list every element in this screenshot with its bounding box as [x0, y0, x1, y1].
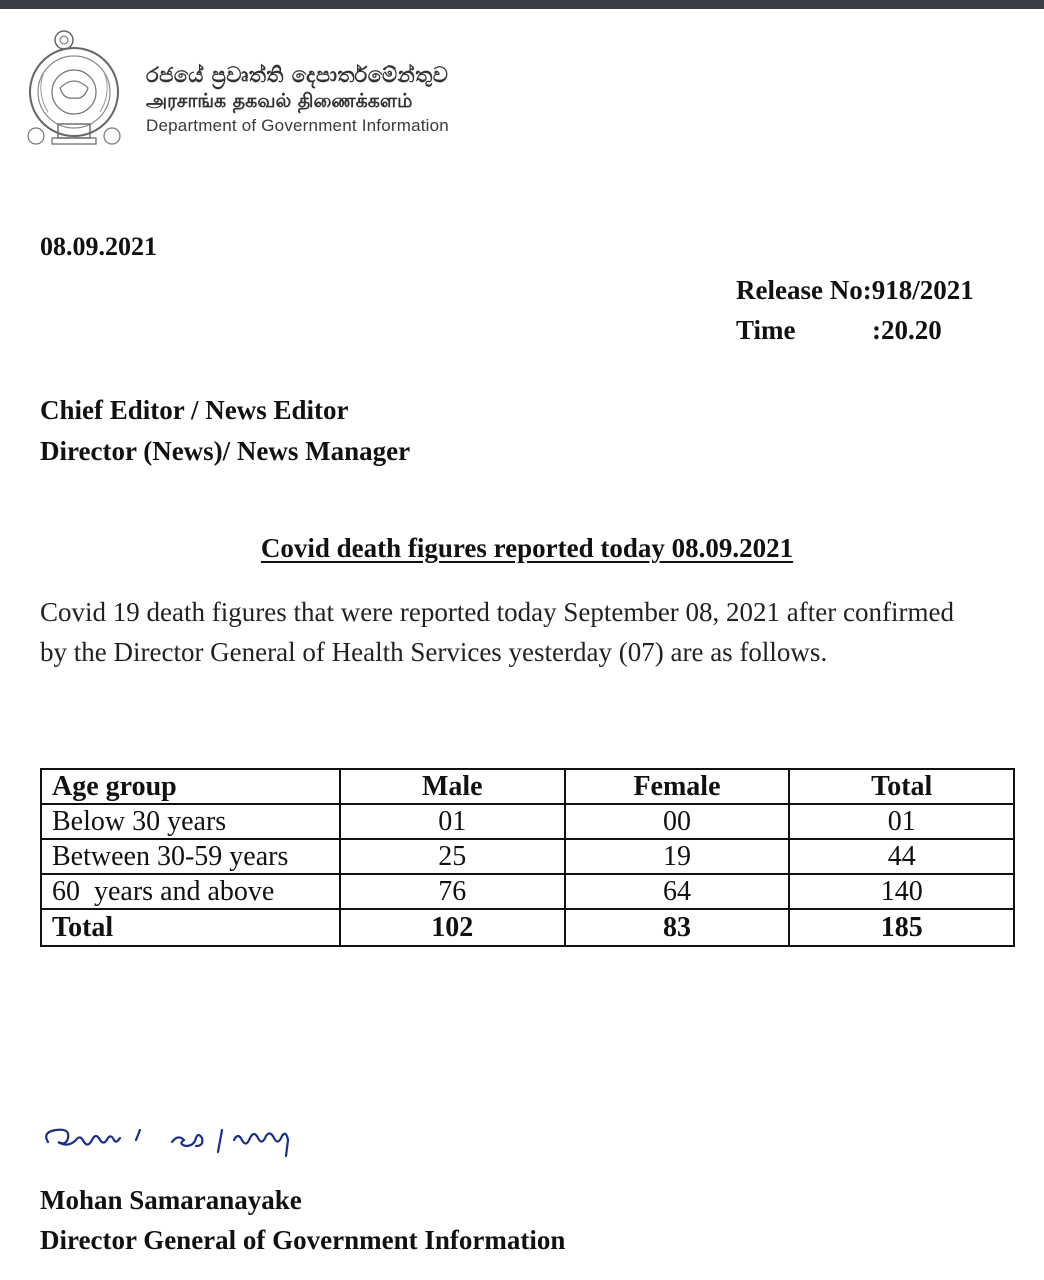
signer-name: Mohan Samaranayake: [40, 1185, 302, 1215]
total-female: 83: [565, 909, 790, 946]
signer-block: [40, 1180, 565, 1260]
addressee-line-1: Chief Editor / News Editor: [40, 395, 349, 425]
table-row: [41, 839, 1014, 874]
document-date: 08.09.2021: [40, 232, 157, 261]
cell-total: 44: [789, 839, 1014, 874]
cell-female: 00: [565, 804, 790, 839]
cell-age-group: 60 years and above: [41, 874, 340, 909]
total-label: Total: [41, 909, 340, 946]
document-heading: Covid death figures reported today 08.09.2021: [260, 533, 794, 563]
addressee-line-2: Director (News)/ News Manager: [40, 436, 411, 466]
cell-male: 25: [340, 839, 564, 874]
addressee-block: [40, 390, 410, 472]
department-name-english: Department of Government Information: [146, 116, 449, 135]
cell-male: 76: [340, 874, 564, 909]
table-total-row: [41, 909, 1014, 946]
table-header-row: [41, 769, 1014, 804]
cell-female: 64: [565, 874, 790, 909]
header-total: Total: [789, 769, 1014, 804]
time-label: Time: [736, 315, 796, 345]
department-name-block: [146, 62, 449, 138]
signer-title: Director General of Government Information: [40, 1225, 566, 1255]
header-age-group: Age group: [41, 769, 340, 804]
time-value: :20.20: [872, 315, 942, 345]
death-figures-table: [40, 768, 1015, 947]
cell-age-group: Between 30-59 years: [41, 839, 340, 874]
release-info: [736, 270, 974, 350]
government-seal-icon: [22, 26, 126, 156]
header-male: Male: [340, 769, 564, 804]
department-name-sinhala: රජයේ ප්‍රවෘත්ති දෙපාර්තමේන්තුව: [146, 63, 449, 87]
cell-female: 19: [565, 839, 790, 874]
release-number: 918/2021: [871, 275, 974, 305]
table-row: [41, 874, 1014, 909]
cell-age-group: Below 30 years: [41, 804, 340, 839]
cell-total: 01: [789, 804, 1014, 839]
cell-male: 01: [340, 804, 564, 839]
header-female: Female: [565, 769, 790, 804]
release-label: Release No:: [736, 275, 872, 305]
total-male: 102: [340, 909, 564, 946]
heading-wrapper: [0, 533, 1044, 564]
handwritten-signature: [40, 1120, 340, 1176]
total-all: 185: [789, 909, 1014, 946]
cell-total: 140: [789, 874, 1014, 909]
table-row: [41, 804, 1014, 839]
body-paragraph: Covid 19 death figures that were reported today September 08, 2021 after confirmed by the Director General of Health Services yesterday (07) are as follows.: [40, 597, 954, 667]
department-name-tamil: அரசாங்க தகவல் திணைக்களம்: [146, 90, 413, 112]
top-bar: [0, 0, 1044, 9]
